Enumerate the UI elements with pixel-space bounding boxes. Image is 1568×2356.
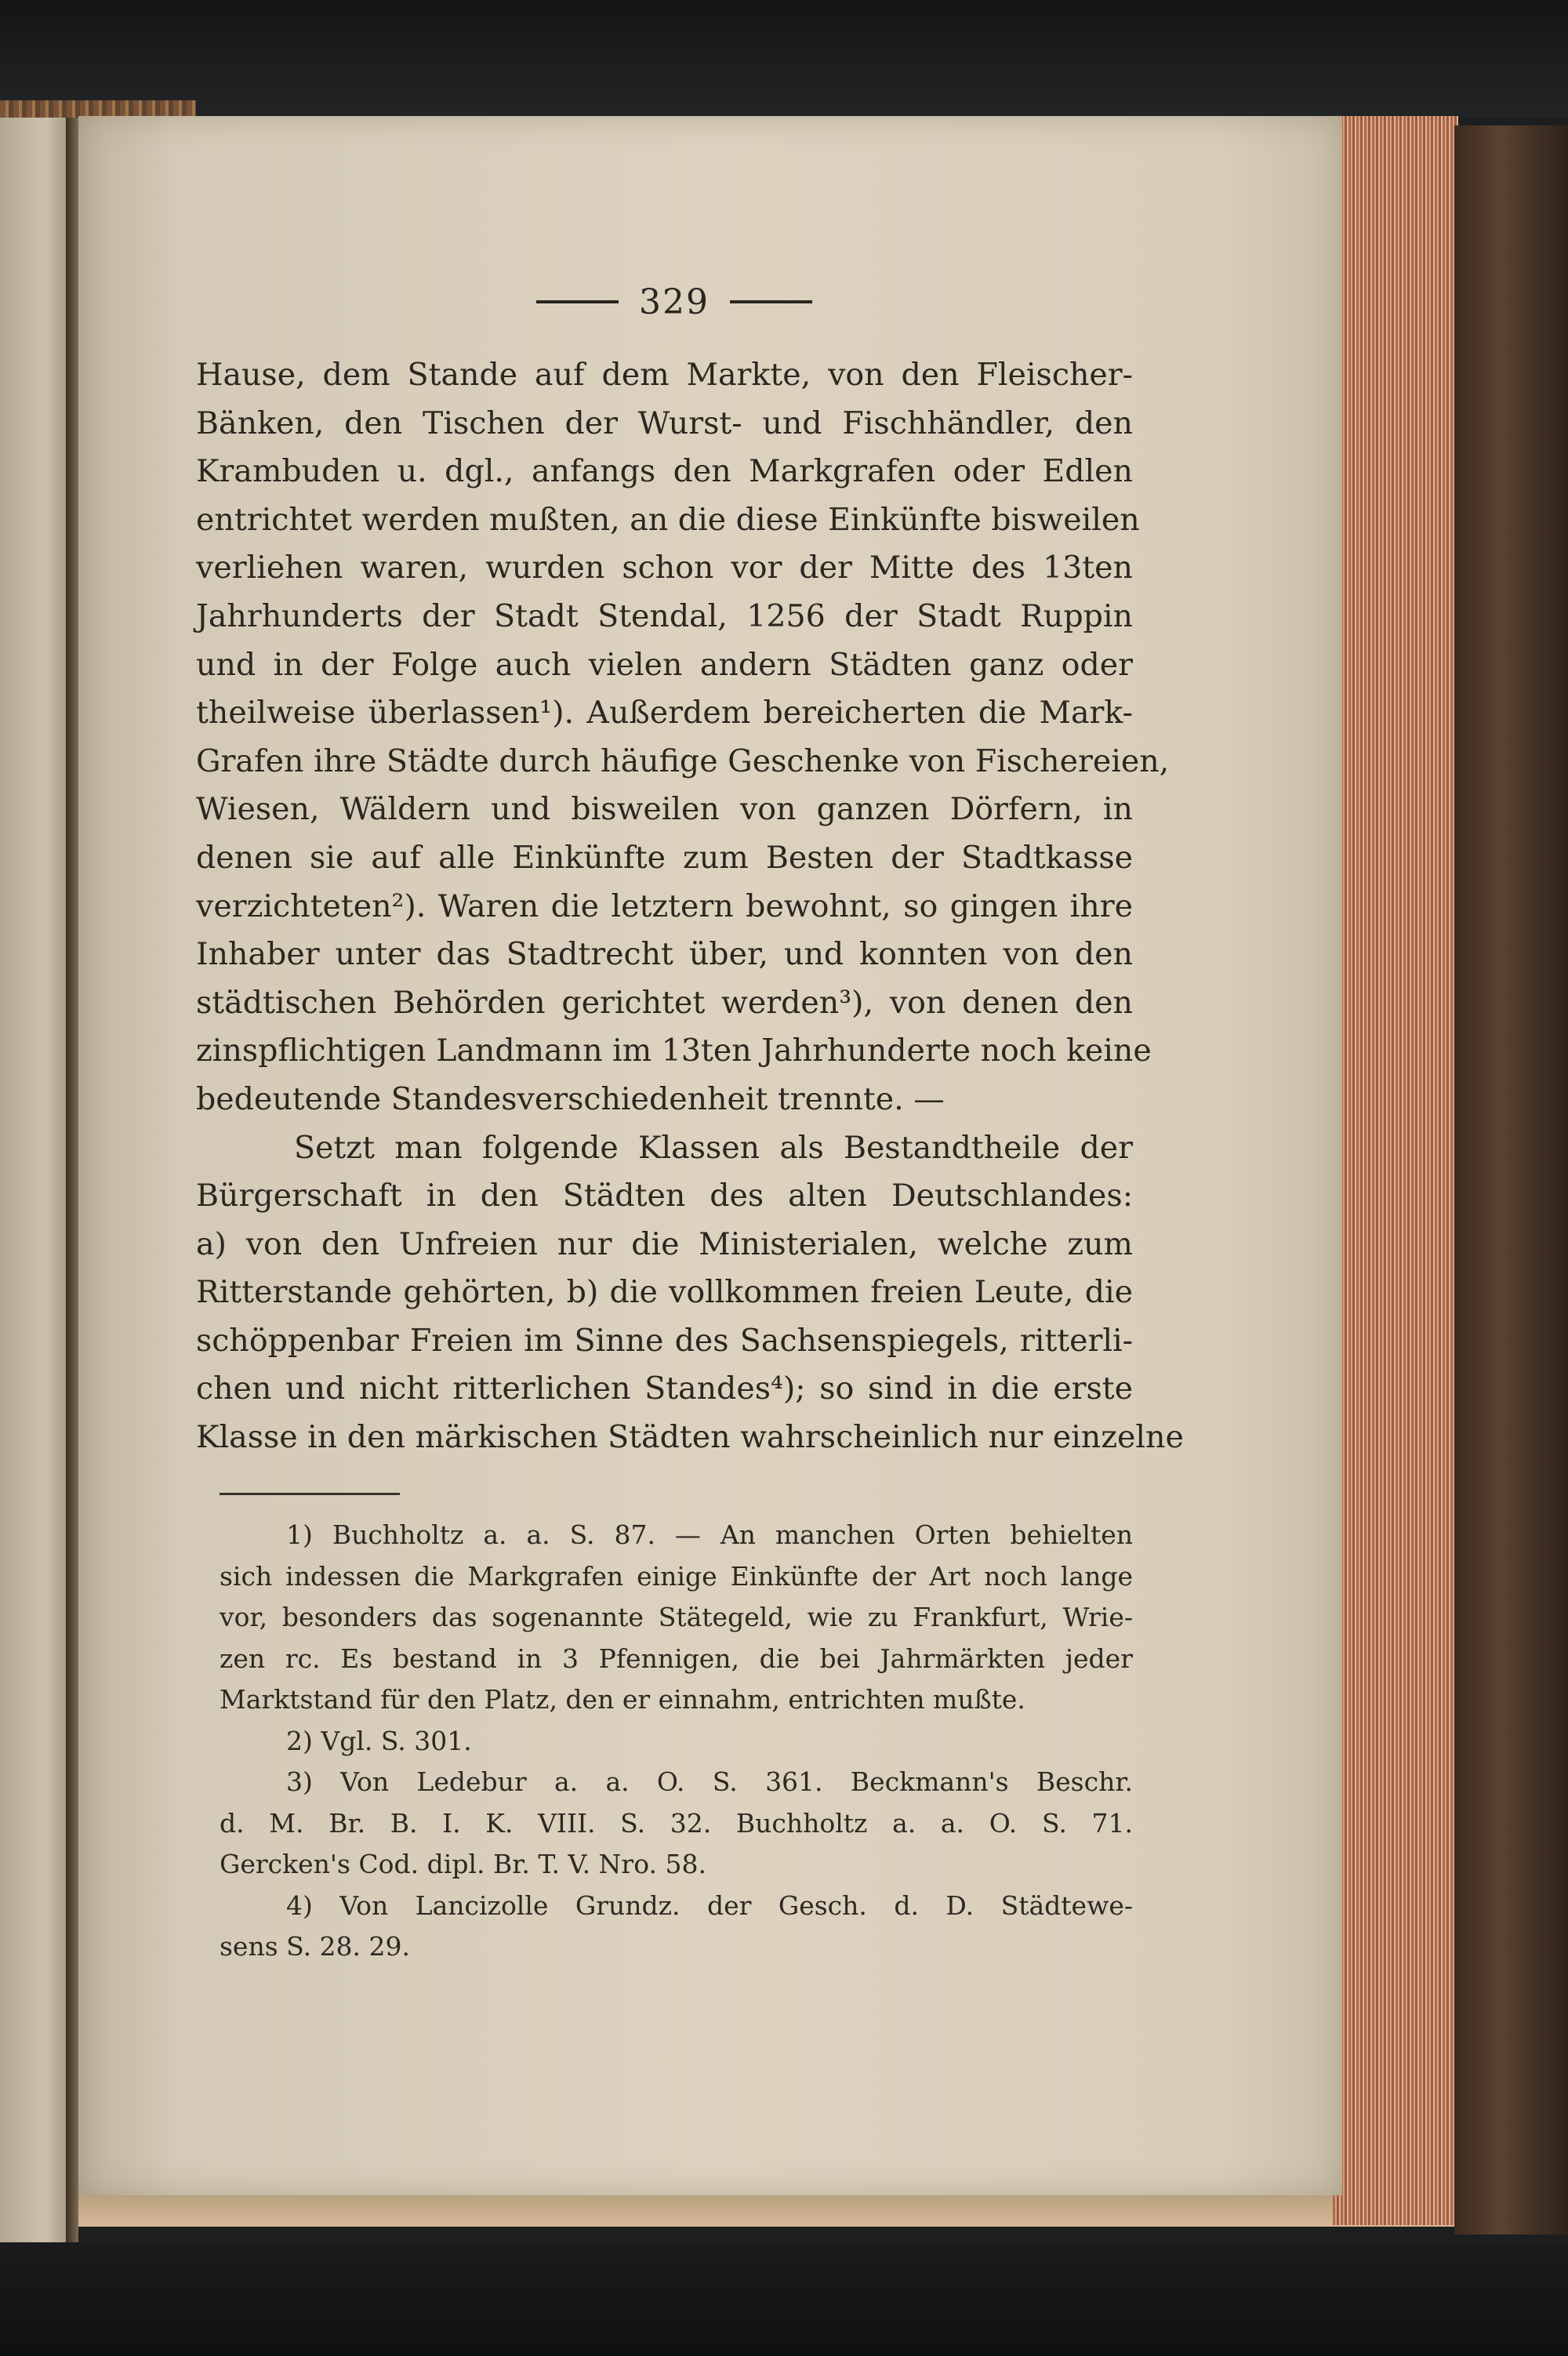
page-bottom-edge xyxy=(78,2195,1466,2227)
footnote-line: Marktstand für den Platz, den er einnahm, entrichten mußte. xyxy=(220,1684,1025,1715)
footnote-line: 1) Buchholtz a. a. S. 87. — An manchen Orten behielten xyxy=(286,1519,1133,1550)
book-gutter xyxy=(66,118,78,2250)
page-number: 329 xyxy=(639,281,710,322)
body-line: und in der Folge auch vielen andern Städten ganz oder xyxy=(196,646,1133,683)
body-line: Wiesen, Wäldern und bisweilen von ganzen Dörfern, in xyxy=(196,791,1133,828)
body-line: verliehen waren, wurden schon vor der Mitte des 13ten xyxy=(196,550,1133,586)
body-line: Grafen ihre Städte durch häufige Geschenke von Fischereien, xyxy=(196,742,1170,779)
footnote-rule xyxy=(220,1493,400,1495)
page-header xyxy=(470,278,878,325)
body-line: entrichtet werden mußten, an die diese Einkünfte bisweilen xyxy=(196,501,1140,538)
body-line: Hause, dem Stande auf dem Markte, von den Fleischer- xyxy=(196,357,1133,393)
footnote-line: sich indessen die Markgrafen einige Einkünfte der Art noch lange xyxy=(220,1560,1133,1592)
body-line: theilweise überlassen¹). Außerdem bereicherten die Mark- xyxy=(196,695,1133,731)
body-line: Bürgerschaft in den Städten des alten Deutschlandes: xyxy=(196,1178,1133,1214)
footnote-line: zen rc. Es bestand in 3 Pfennigen, die bei Jahrmärkten jeder xyxy=(220,1643,1133,1674)
header-dash-left xyxy=(536,300,619,303)
body-line: bedeutende Standesverschiedenheit trennte. — xyxy=(196,1080,945,1117)
book-cover-right xyxy=(1454,125,1568,2234)
footnote-line: 2) Vgl. S. 301. xyxy=(286,1725,472,1756)
header-dash-right xyxy=(730,300,812,303)
body-text xyxy=(196,351,1184,1462)
footnote-line: 4) Von Lancizolle Grundz. der Gesch. d. D. Städtewe- xyxy=(286,1890,1133,1921)
body-line: Inhaber unter das Stadtrecht über, und konnten von den xyxy=(196,936,1133,973)
body-line: denen sie auf alle Einkünfte zum Besten der Stadtkasse xyxy=(196,839,1133,876)
body-line: a) von den Unfreien nur die Ministerialen, welche zum xyxy=(196,1225,1133,1262)
left-page xyxy=(0,118,69,2250)
footnote-line: d. M. Br. B. I. K. VIII. S. 32. Buchholtz a. a. O. S. 71. xyxy=(220,1807,1133,1839)
page-edges-right xyxy=(1333,116,1458,2225)
background-top xyxy=(0,0,1568,118)
footnote-line: sens S. 28. 29. xyxy=(220,1931,411,1962)
body-line: verzichteten²). Waren die letztern bewohnt, so gingen ihre xyxy=(196,888,1133,924)
footnote-line: 3) Von Ledebur a. a. O. S. 361. Beckmann's Beschr. xyxy=(286,1766,1133,1797)
body-line: Ritterstande gehörten, b) die vollkommen freien Leute, die xyxy=(196,1274,1133,1311)
body-line: Krambuden u. dgl., anfangs den Markgrafen oder Edlen xyxy=(196,453,1133,490)
background-bottom xyxy=(0,2242,1568,2356)
body-line: Jahrhunderts der Stadt Stendal, 1256 der Stadt Ruppin xyxy=(196,597,1133,634)
footnotes xyxy=(220,1515,1133,1968)
body-line: zinspflichtigen Landmann im 13ten Jahrhunderte noch keine xyxy=(196,1033,1152,1069)
footnote-line: vor, besonders das sogenannte Stätegeld, wie zu Frankfurt, Wrie- xyxy=(220,1602,1133,1632)
body-line: chen und nicht ritterlichen Standes⁴); so sind in die erste xyxy=(196,1370,1133,1407)
body-line: schöppenbar Freien im Sinne des Sachsenspiegels, ritterli- xyxy=(196,1322,1133,1359)
footnote-line: Gercken's Cod. dipl. Br. T. V. Nro. 58. xyxy=(220,1849,706,1879)
body-line: Klasse in den märkischen Städten wahrscheinlich nur einzelne xyxy=(196,1419,1184,1456)
body-line: städtischen Behörden gerichtet werden³), von denen den xyxy=(196,984,1133,1021)
body-line: Setzt man folgende Klassen als Bestandtheile der xyxy=(294,1129,1133,1166)
body-line: Bänken, den Tischen der Wurst- und Fischhändler, den xyxy=(196,405,1133,441)
